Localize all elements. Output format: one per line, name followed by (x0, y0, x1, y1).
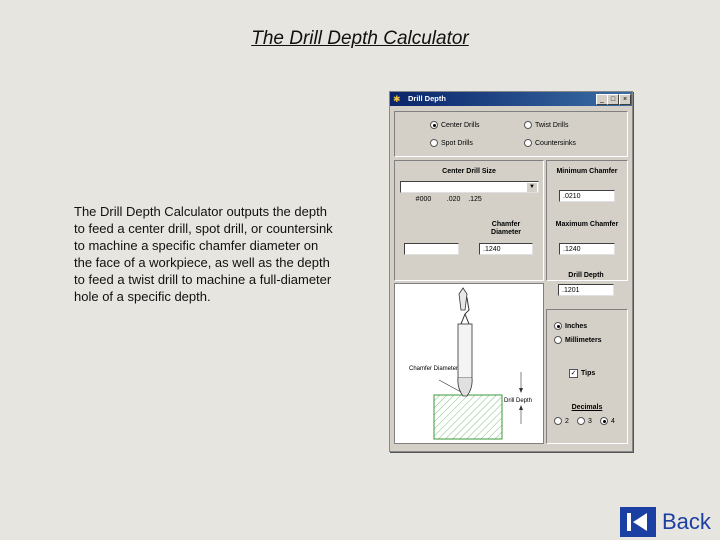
close-button[interactable]: × (619, 94, 631, 105)
drill-size-panel (394, 160, 544, 281)
drill-tip (459, 288, 467, 310)
tool-type-group (394, 111, 628, 157)
drill-depth-field: .1201 (558, 284, 614, 296)
drill-depth-label: Drill Depth (568, 272, 604, 279)
app-icon: ✱ (393, 94, 401, 104)
drill-diagram (394, 283, 544, 444)
options-panel (546, 309, 628, 444)
chamfer-diameter-field[interactable]: .1240 (479, 243, 533, 255)
minimize-button[interactable]: _ (596, 94, 608, 105)
drill-depth-window (389, 91, 633, 452)
minimum-chamfer-field: .0210 (559, 190, 615, 202)
radio-millimeters[interactable] (554, 336, 602, 344)
depth-arrowhead-lower (519, 405, 523, 410)
radio-indicator (524, 121, 532, 129)
radio-indicator (524, 139, 532, 147)
drill-depth-panel (546, 268, 626, 302)
tips-checkbox[interactable] (569, 369, 595, 378)
radio-decimals-4[interactable] (600, 417, 615, 425)
select-value: #000 .020 .125 (415, 196, 482, 203)
back-label[interactable]: Back (662, 509, 711, 534)
radio-twist-drills[interactable] (524, 121, 568, 129)
radio-indicator (600, 417, 608, 425)
chamfer-diameter-caption: Chamfer Diameter (409, 366, 459, 372)
radio-decimals-3[interactable] (577, 417, 592, 425)
radio-label: Twist Drills (535, 121, 569, 129)
depth-arrowhead-upper (519, 388, 523, 393)
radio-label: 2 (565, 417, 569, 425)
center-drill-size-label: Center Drill Size (442, 168, 496, 175)
radio-spot-drills[interactable] (430, 139, 473, 147)
chamfer-diameter-label: Chamfer Diameter (491, 221, 521, 236)
radio-indicator (577, 417, 585, 425)
drill-point (458, 378, 472, 396)
maximum-chamfer-field: .1240 (559, 243, 615, 255)
center-drill-illustration (395, 284, 543, 443)
radio-indicator (430, 121, 438, 129)
radio-indicator (554, 336, 562, 344)
radio-label: Center Drills (441, 121, 480, 129)
radio-center-drills[interactable] (430, 121, 480, 129)
maximum-chamfer-label: Maximum Chamfer (555, 221, 619, 228)
radio-indicator (430, 139, 438, 147)
chevron-down-icon[interactable]: ▼ (527, 183, 537, 192)
chamfer-input-field[interactable] (404, 243, 459, 255)
back-button[interactable] (620, 507, 711, 537)
back-arrow-icon[interactable] (620, 507, 656, 537)
radio-label: Inches (565, 322, 588, 330)
radio-decimals-2[interactable] (554, 417, 569, 425)
radio-label: 4 (611, 417, 615, 425)
checkbox-indicator: ✓ (570, 370, 577, 377)
window-titlebar[interactable] (390, 92, 632, 106)
minimum-chamfer-label: Minimum Chamfer (556, 168, 618, 175)
center-drill-size-select[interactable] (400, 181, 539, 203)
checkbox-label: Tips (581, 370, 596, 377)
radio-label: Millimeters (565, 336, 602, 344)
slide-title: The Drill Depth Calculator (251, 28, 469, 49)
radio-indicator (554, 322, 562, 330)
description-text: The Drill Depth Calculator outputs the depth to feed a center drill, spot drill, or countersink to machine a specific chamfer diameter on the face of a workpiece, as well as the depth to feed a twist drill to machine a full-diameter hole of a specific depth. (74, 204, 333, 304)
chamfer-limits-panel (546, 160, 628, 281)
radio-indicator (554, 417, 562, 425)
radio-label: 3 (588, 417, 592, 425)
radio-label: Spot Drills (441, 139, 473, 147)
workpiece-block (434, 395, 502, 439)
drill-body (458, 324, 472, 378)
radio-countersinks[interactable] (524, 139, 576, 147)
decimals-label: Decimals (571, 404, 603, 411)
window-title: Drill Depth (408, 94, 446, 103)
radio-label: Countersinks (535, 139, 576, 147)
maximize-button[interactable]: □ (607, 94, 619, 105)
radio-inches[interactable] (554, 322, 587, 330)
drill-depth-caption: Drill Depth (504, 398, 533, 404)
